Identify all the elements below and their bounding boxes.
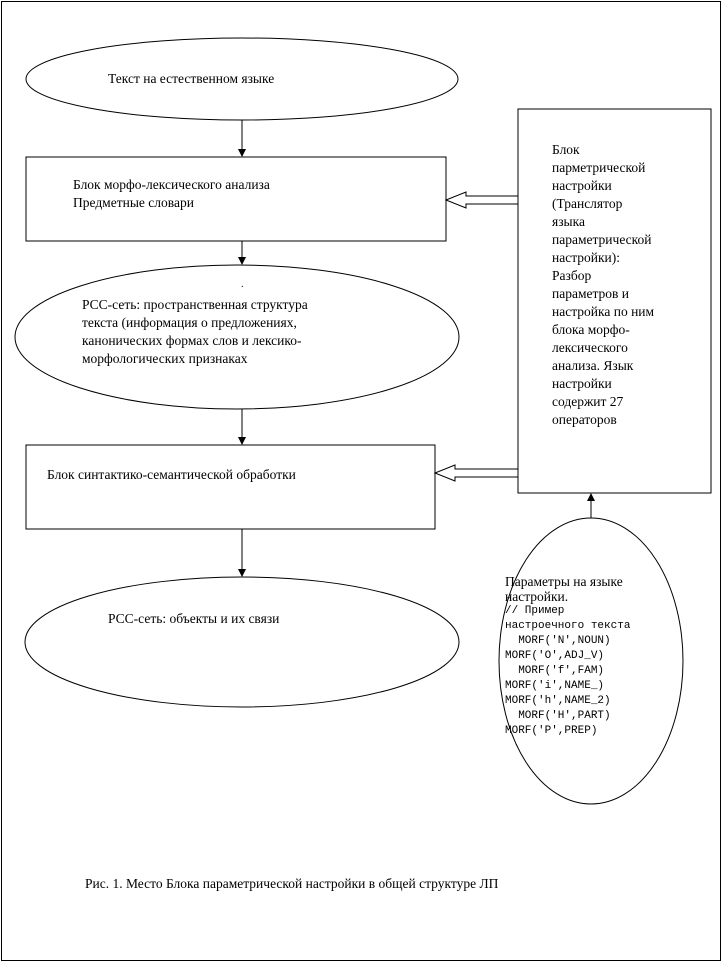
param-block-line: настройки bbox=[552, 178, 612, 193]
param-block-line: блока морфо- bbox=[552, 322, 630, 337]
rss-space-line: текста (информация о предложениях, bbox=[82, 315, 297, 330]
params-code-line: MORF('i',NAME_) bbox=[505, 680, 605, 692]
rss-objects-label bbox=[108, 610, 279, 628]
params-code-line: // Пример bbox=[505, 605, 565, 617]
param-block-line: параметрической bbox=[552, 232, 652, 247]
param-block-line: содержит 27 bbox=[552, 394, 624, 409]
param-block-line: операторов bbox=[552, 412, 617, 427]
params-code-line: MORF('h',NAME_2) bbox=[505, 695, 611, 707]
rss-space-line: канонических формах слов и лексико- bbox=[82, 333, 302, 348]
params-code-line: MORF('P',PREP) bbox=[505, 725, 598, 737]
param-block-line: настройки): bbox=[552, 250, 621, 265]
params-heading-line: настройки. bbox=[505, 589, 569, 604]
params-code-line: MORF('f',FAM) bbox=[505, 665, 605, 677]
rss-objects-ellipse bbox=[25, 577, 459, 707]
param-block-line: парметрической bbox=[552, 160, 646, 175]
param-block-label bbox=[552, 141, 654, 429]
morpho-line: Блок морфо-лексического анализа bbox=[73, 177, 270, 192]
double-arrow-to-synt bbox=[435, 465, 518, 481]
synt-block-box bbox=[26, 445, 435, 529]
param-block-line: Блок bbox=[552, 142, 580, 157]
synt-block-label bbox=[47, 466, 296, 484]
double-arrow-to-morpho bbox=[446, 192, 518, 208]
param-block-line: настройки bbox=[552, 376, 612, 391]
param-block-line: лексического bbox=[552, 340, 628, 355]
params-heading-line: Параметры на языке bbox=[505, 574, 623, 589]
params-code-line: настроечного текста bbox=[505, 620, 631, 632]
morpho-block-label bbox=[73, 176, 270, 212]
param-block-line: анализа. Язык bbox=[552, 358, 634, 373]
text-input-label bbox=[108, 70, 274, 88]
rss-objects-line: РСС-сеть: объекты и их связи bbox=[108, 611, 280, 626]
synt-line: Блок синтактико-семантической обработки bbox=[47, 467, 296, 482]
param-block-line: (Транслятор bbox=[552, 196, 623, 211]
rss-space-line: РСС-сеть: пространственная структура bbox=[82, 297, 308, 312]
param-block-line: параметров и bbox=[552, 286, 630, 301]
params-label bbox=[505, 574, 630, 739]
rss-space-label bbox=[82, 296, 308, 368]
stray-dot-mark: . bbox=[241, 279, 244, 290]
figure-caption: Рис. 1. Место Блока параметрической настройки в общей структуре ЛП bbox=[85, 876, 499, 891]
rss-space-line: морфологических признаках bbox=[82, 351, 248, 366]
params-code-line: MORF('N',NOUN) bbox=[505, 635, 611, 647]
text-input-line: Текст на естественном языке bbox=[108, 71, 275, 86]
params-code-line: MORF('O',ADJ_V) bbox=[505, 650, 605, 662]
param-block-line: Разбор bbox=[552, 268, 592, 283]
param-block-line: настройка по ним bbox=[552, 304, 655, 319]
param-block-line: языка bbox=[552, 214, 585, 229]
morpho-line: Предметные словари bbox=[73, 195, 194, 210]
params-code-line: MORF('H',PART) bbox=[505, 710, 611, 722]
